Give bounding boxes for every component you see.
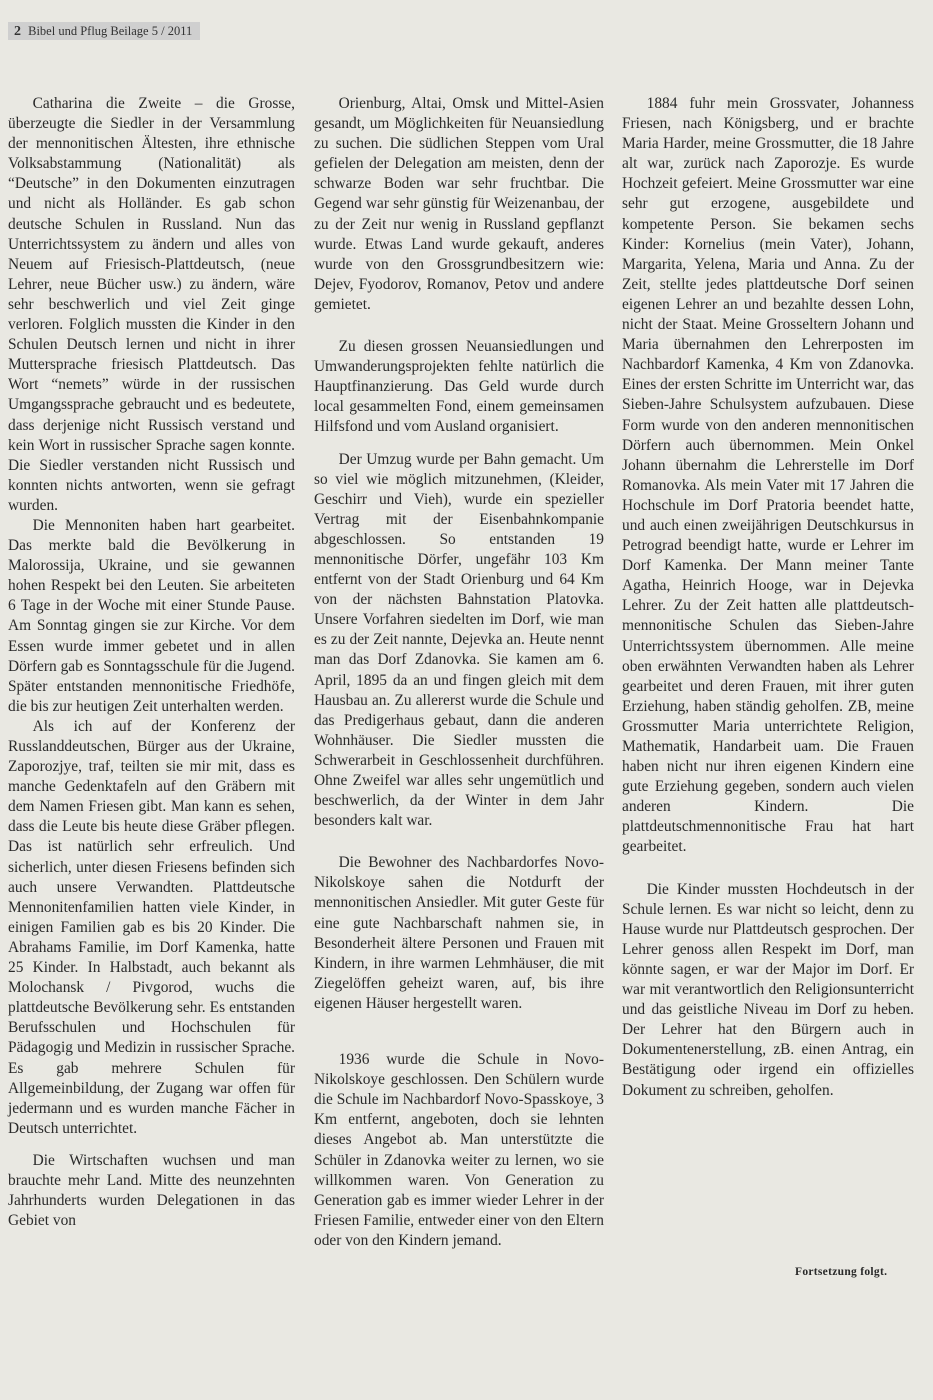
paragraph: Als ich auf der Konferenz der Russlanddeutschen, Bürger aus der Ukraine, Zaporozjye, traf, teilten sie mir mit, dass es manche Gedenktafeln auf den Gräbern mit dem Namen Friesen gibt. Man kann es sehen, dass die Leute bis heute diese Gräber pflegen. Das ist natürlich sehr erfreulich. Und sicherlich, unter diesen Friesens befinden sich auch unsere Verwandten. Plattdeutsche Mennonitenfamilien hatten viele Kinder, in einigen Familien gab es bis 20 Kinder. Die Abrahams Familie, im Dorf Kamenka, hatte 25 Kinder. In Halbstadt, auch bekannt als Molochansk / Pivgorod, wuchs die plattdeutsche Bevölkerung sehr. Es entstanden Berufsschulen und Hochschulen für Pädagogig und Medizin in russischer Sprache. Es gab mehrere Schulen für Allgemeinbildung, der Zugang war offen für jedermann und es wurden manche Fächer in Deutsch unterrichtet. <box>8 717 295 1137</box>
article-column-2 <box>314 94 604 1251</box>
paragraph: Catharina die Zweite – die Grosse, überzeugte die Siedler in der Versammlung der mennonitischen Ältesten, ihre ethnische Volksabstammung (Nationalität) als “Deutsche” in den Dokumenten einzutragen und nicht als Holländer. Es gab schon deutsche Schulen in Russland. Nun das Unterrichtssystem zu ändern und alles von Neuem auf Friesisch-Plattdeutsch, (neue Lehrer, neue Bücher usw.) zu ändern, wäre sehr beschwerlich und viel Zeit ginge verloren. Folglich mussten die Kinder in den Schulen Deutsch lernen und nicht in ihrer Muttersprache friesisch Plattdeutsch. Das Wort “nemets” würde in der russischen Umgangssprache gebraucht und es bedeutete, dass derjenige nicht Russisch verstand und kein Wort in russischer Sprache sagen konnte. Die Siedler verstanden nicht Russisch und konnten nichts antworten, wenn sie gefragt wurden. <box>8 95 295 514</box>
article-column-3 <box>622 94 914 1101</box>
paragraph: 1884 fuhr mein Grossvater, Johanness Friesen, nach Königsberg, und er brachte Maria Harder, meine Grossmutter, die 18 Jahre alt war, zurück nach Zaporozje. Es wurde Hochzeit gefeiert. Meine Grossmutter war eine sehr gut erzogene, ausgebildete und kompetente Person. Sie bekamen sechs Kinder: Kornelius (mein Vater), Johann, Margarita, Yelena, Maria und Anna. Zu der Zeit, stellte jedes plattdeutsche Dorf seinen eigenen Lehrer an und bezahlte dessen Lohn, nicht der Staat. Meine Grosseltern Johann und Maria übernahmen den Lehrerposten im Nachbardorf Kamenka, 4 Km von Zdanovka. Eines der ersten Schritte im Unterricht war, das Sieben-Jahre Schulsystem aufzubauen. Diese Form wurde von den anderen mennonitischen Dörfern auch übernommen. Mein Onkel Johann übernahm die Lehrerstelle im Dorf Romanovka. Als mein Vater mit 17 Jahren die Hochschule im Dorf Pratoria beendet hatte, und auch einen zweijährigen Deutschkursus in Petrograd beendigt hatte, wurde er Lehrer im Dorf Kamenka. Der Mann meiner Tante Agatha, Heinrich Hooge, war in Dejevka Lehrer. Zu der Zeit hatten alle plattdeutsch-mennonitische Schulen das Sieben-Jahre Unterrichtssystem übernommen. Alle meine oben erwähnten Verwandten haben als Lehrer gearbeitet und deren Frauen, mit ihrer guten Erziehung, haben ständig geholfen. ZB, meine Grossmutter Maria unterrichtete Religion, Mathematik, Handarbeit uam. Die Frauen haben nicht nur ihren eigenen Kindern eine gute Erziehung gegeben, sondern auch vielen anderen Kindern. Die plattdeutschmennonitische Frau hat hart gearbeitet. <box>622 95 914 856</box>
paragraph: Orienburg, Altai, Omsk und Mittel-Asien gesandt, um Möglichkeiten für Neuansiedlung zu suchen. Die südlichen Steppen vom Ural gefielen der Delegation am meisten, denn der schwarze Boden war sehr fruchtbar. Die Gegend war sehr günstig für Weizenanbau, der zu der Zeit nur wenig in Russland gepflanzt wurde. Etwas Land wurde gekauft, anderes wurde von den Grossgrundbesitzern wie: Dejev, Fyodorov, Romanov, Petov und andere gemietet. <box>314 95 604 313</box>
publication-title: Bibel und Pflug Beilage 5 / 2011 <box>28 24 193 38</box>
paragraph: Zu diesen grossen Neuansiedlungen und Umwanderungsprojekten fehlte natürlich die Hauptfinanzierung. Das Geld wurde durch local gesammelten Fond, einem gemeinsamen Hilfsfond und vom Ausland organisiert. <box>314 338 604 436</box>
continuation-note: Fortsetzung folgt. <box>795 1266 888 1278</box>
paragraph: Die Kinder mussten Hochdeutsch in der Schule lernen. Es war nicht so leicht, denn zu Hause wurde nur Plattdeutsch gesprochen. Der Lehrer genoss allen Respekt im Dorf, man könnte sagen, er war der Major im Dorf. Er war mit verantwortlich den Religionsunterricht und das geistliche Niveau im Dorf zu heben. Der Lehrer hat den Bürgern auch in Dokumentenerstellung, zB. einen Antrag, ein Bestätigung oder irgend ein offizielles Dokument zu schreiben, geholfen. <box>622 880 914 1099</box>
paragraph: Die Wirtschaften wuchsen und man brauchte mehr Land. Mitte des neunzehnten Jahrhunderts wurden Delegationen in das Gebiet von <box>8 1151 295 1230</box>
paragraph: Die Bewohner des Nachbardorfes Novo-Nikolskoye sahen die Notdurft der mennonitischen Ansiedler. Mit guter Geste für eine gute Nachbarschaft nahmen sie, in Besonderheit ältere Personen und Frauen mit Kindern, in ihre warmen Lehmhäuser, die mit Ziegelöffen geheizt waren, auf, bis ihre eigenen Häuser hergestellt waren. <box>314 854 604 1012</box>
article-column-1 <box>8 94 295 1231</box>
paragraph: Die Mennoniten haben hart gearbeitet. Das merkte bald die Bevölkerung in Malorossija, Ukraine, und sie gewannen hohen Respekt bei den Leuten. Sie arbeiteten 6 Tage in der Woche mit einer Stunde Pause. Am Sonntag gingen sie zur Kirche. Vor dem Essen wurde immer gebetet und in allen Dörfern gab es Sonntagsschule für die Jugend. Später entstanden mennonitische Friedhöfe, die bis zur heutigen Zeit unterhalten werden. <box>8 516 295 715</box>
page-number: 2 <box>14 24 21 39</box>
paragraph: 1936 wurde die Schule in Novo-Nikolskoye geschlossen. Den Schülern wurde die Schule im Nachbardorf Novo-Spasskoye, 3 Km entfernt, angeboten, doch sie lehnten dieses Angebot ab. Man unterstützte die Schüler in Zdanovka weiter zu lernen, wo sie willkommen waren. Von Generation zu Generation gab es immer wieder Lehrer in der Friesen Familie, entweder einer von den Eltern oder von den Kindern jemand. <box>314 1051 604 1249</box>
page-header <box>8 22 200 40</box>
paragraph: Der Umzug wurde per Bahn gemacht. Um so viel wie möglich mitzunehmen, (Kleider, Geschirr und Vieh), wurde ein spezieller Vertrag mit der Eisenbahnkompanie abgeschlossen. So entstanden 19 mennonitische Dörfer, ungefähr 103 Km entfernt von der Stadt Orienburg und 64 Km von der nächsten Bahnstation Platovka. Unsere Vorfahren siedelten im Dorf, wie man es zu der Zeit nannte, Dejevka an. Heute nennt man das Dorf Zdanovka. Sie kamen am 6. April, 1895 da an und fingen gleich mit dem Hausbau an. Zu allererst wurde die Schule und das Predigerhaus gebaut, dann die anderen Wohnhäuser. Die Siedler mussten die Schwerarbeit in Geschlossenheit durchführen. Ohne Zweifel war alles sehr ungemütlich und beschwerlich, da der Winter in dem Jahr besonders kalt war. <box>314 450 604 830</box>
